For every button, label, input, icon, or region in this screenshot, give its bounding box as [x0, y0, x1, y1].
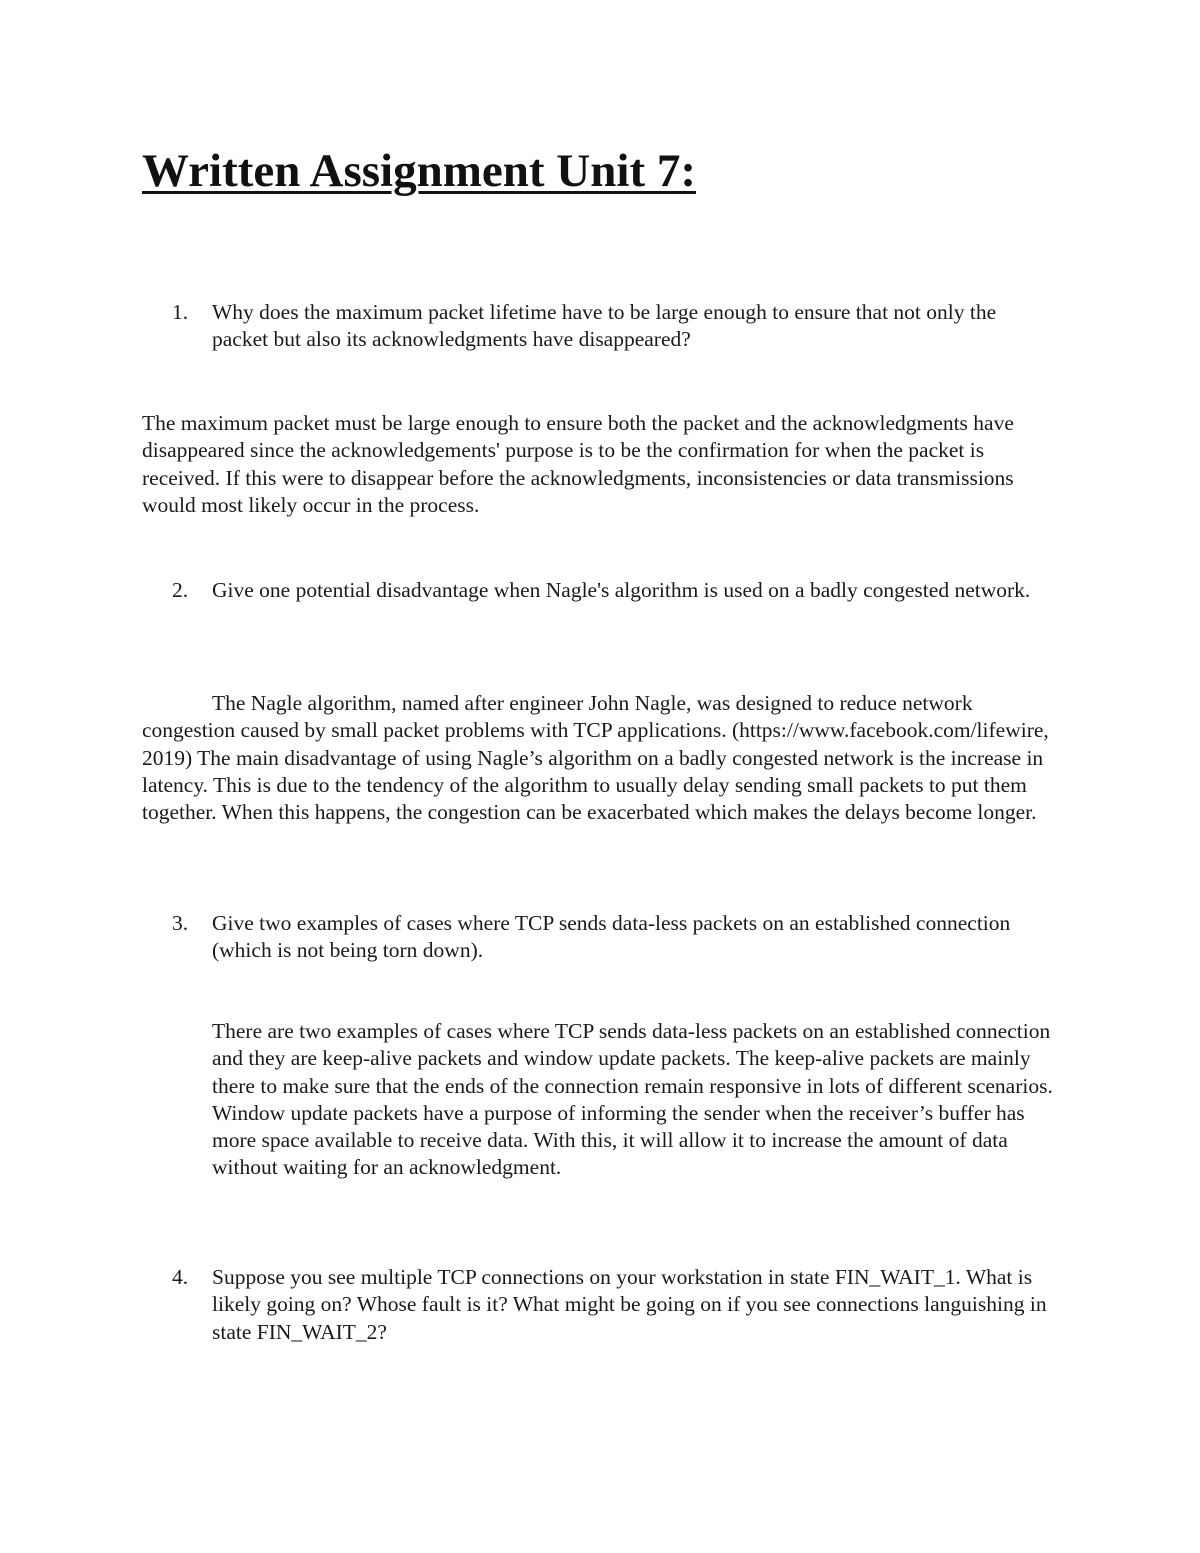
- answer-1: The maximum packet must be large enough to ensure both the packet and the acknowledgments have disappeared since the acknowledgements' purpose is to be the confirmation for when the packet is received. If this were to disappear before the acknowledgments, inconsistencies or data transmissions would most likely occur in the process.: [142, 411, 1014, 517]
- answer-2: The Nagle algorithm, named after engineer John Nagle, was designed to reduce network congestion caused by small packet problems with TCP applications. (https://www.facebook.com/lifewire, 2019) The main disadvantage of using Nagle’s algorithm on a badly congested network is the increase in latency. This is due to the tendency of the algorithm to usually delay sending small packets to put them together. When this happens, the congestion can be exacerbated which makes the delays become longer.: [142, 691, 1049, 825]
- question-3: [172, 910, 1052, 965]
- question-text: Give one potential disadvantage when Nagle's algorithm is used on a badly congested network.: [212, 578, 1031, 602]
- page-title: Written Assignment Unit 7:: [142, 145, 696, 197]
- question-text: Suppose you see multiple TCP connections on your workstation in state FIN_WAIT_1. What is likely going on? Whose fault is it? What might be going on if you see connections languishing in state FIN_WAIT_2?: [212, 1265, 1047, 1344]
- question-number: 4.: [172, 1265, 189, 1289]
- question-text: Give two examples of cases where TCP sends data-less packets on an established connection (which is not being torn down).: [212, 911, 1011, 963]
- question-2: [172, 577, 1052, 604]
- question-number: 2.: [172, 578, 189, 602]
- question-number: 3.: [172, 911, 189, 935]
- question-4: [172, 1264, 1052, 1346]
- answer-3: There are two examples of cases where TCP sends data-less packets on an established connection and they are keep-alive packets and window update packets. The keep-alive packets are mainly there to make sure that the ends of the connection remain responsive in lots of different scenarios. Window update packets have a purpose of informing the sender when the receiver’s buffer has more space available to receive data. With this, it will allow it to increase the amount of data without waiting for an acknowledgment.: [212, 1019, 1053, 1180]
- question-1: [172, 299, 1052, 354]
- question-text: Why does the maximum packet lifetime have to be large enough to ensure that not only the packet but also its acknowledgments have disappeared?: [212, 300, 997, 352]
- question-number: 1.: [172, 300, 189, 324]
